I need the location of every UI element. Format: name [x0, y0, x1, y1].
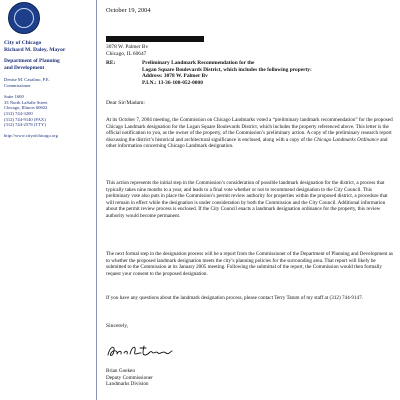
redacted-recipient [106, 36, 204, 42]
subject-lines: Preliminary Landmark Recommendation for the Logan Square Boulevards District, which includes the following property: Address: 3078 W. Palmer Bv P.I.N.: 13-36-108-052-0000 [142, 60, 312, 87]
sidebar-divider [96, 0, 97, 400]
department-address: Suite 1600 33 North LaSalle Street Chicago, Illinois 60602 (312) 744-3200 (312) 744-9140 (FAX) (312) 744-2578 (TTY) [4, 94, 48, 128]
subject-label: RE: [106, 60, 116, 66]
signer-division: Landmarks Division [106, 381, 149, 388]
letter-date: October 19, 2004 [106, 7, 151, 14]
salutation: Dear Sir/Madam: [106, 100, 145, 106]
recipient-address: 3078 W. Palmer Bv Chicago, IL 60647 [106, 44, 149, 57]
handwritten-signature [106, 342, 176, 360]
signer-title: Deputy Commissioner [106, 374, 153, 381]
mayor-name: Richard M. Daley, Mayor [4, 46, 66, 53]
paragraph-2: This action represents the initial step in the Commission’s consideration of possible landmark designation for the district, a process that typically takes nine months to a year, and leads to a final vote whether or not to recommend designation to the City Council. This preliminary vote also puts in place the Commission’s permit review authority for properties within the proposed district, a procedure that will remain in effect while the designation is under consideration by both the Commission and the City Council. Additional information about the permit review process is enclosed. If the City Council enacts a landmark designation ordinance for the property, this review authority would become permanent. [106, 180, 388, 219]
paragraph-1: At its October 7, 2004 meeting, the Commission on Chicago Landmarks voted a “preliminary landmark recommendation” for the proposed Chicago Landmark designation for the Logan Square Boulevards District, which includes the property referenced above. This letter is the official notification to you, as the owner of the property, of the Commission’s preliminary action. A copy of the preliminary research report discussing the district’s historical and architectural significance is enclosed, along with a copy of the Chicago Landmarks Ordinance and other information concerning Chicago Landmark designation. [106, 117, 393, 150]
ordinance-title: Chicago Landmarks Ordinance [313, 136, 379, 143]
signer-name: Brian Goeken [106, 368, 135, 374]
letterhead-sidebar [4, 40, 90, 138]
city-name: City of Chicago [4, 40, 42, 46]
commissioner-title: Commissioner [4, 82, 31, 88]
commissioner-name: Denise M. Casalino, P.E. [4, 77, 50, 82]
commissioner-block [4, 77, 90, 88]
department-name: Department of Planning and Development [4, 58, 60, 71]
closing: Sincerely, [106, 323, 129, 329]
website-link[interactable]: http://www.cityofchicago.org [4, 132, 58, 138]
paragraph-3: The next formal step in the designation process will be a report from the Commissioner of the Department of Planning and Development as to whether the proposed landmark designation meets the city’s planning policies for the surrounding area. That report will likely be submitted to the Commission at its January 2005 meeting. Following the submittal of the report, the Commission would then formally request your consent to the proposed designation. [106, 251, 393, 277]
paragraph-4: If you have any questions about the landmark designation process, please contact Terry Tatum of my staff at (312) 744-9147. [106, 295, 363, 301]
signer-block [106, 368, 153, 388]
city-seal-icon [8, 2, 40, 34]
